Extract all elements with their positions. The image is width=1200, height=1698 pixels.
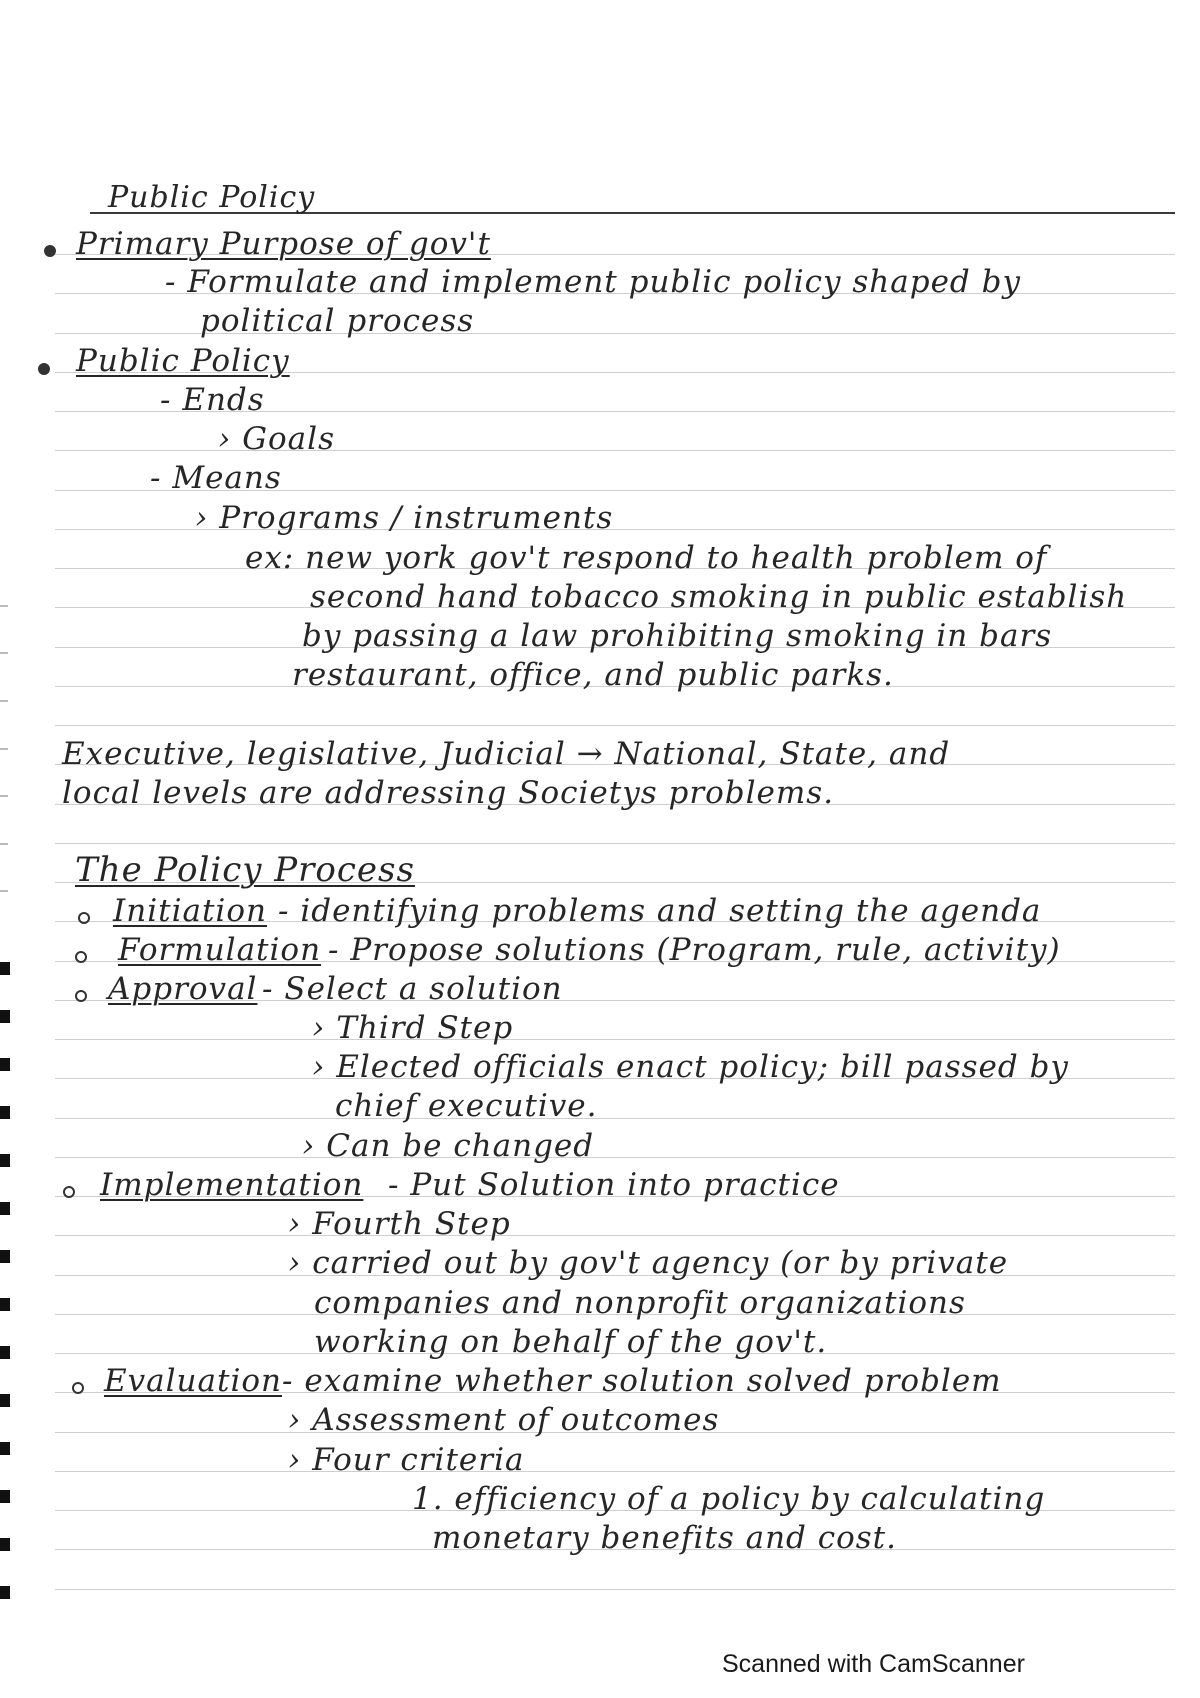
binding-mark bbox=[0, 1010, 10, 1023]
note-line: 1. efficiency of a policy by calculating bbox=[412, 1481, 1046, 1517]
bullet-icon bbox=[63, 1186, 75, 1198]
binding-mark bbox=[0, 1106, 10, 1119]
bullet-icon bbox=[75, 990, 87, 1002]
note-line: › Four criteria bbox=[288, 1442, 525, 1478]
note-line: › Elected officials enact policy; bill passed by bbox=[312, 1049, 1069, 1085]
note-line: - Select a solution bbox=[262, 971, 563, 1007]
step-evaluation: Evaluation bbox=[104, 1363, 282, 1399]
note-line: › Third Step bbox=[312, 1010, 514, 1046]
bullet-icon bbox=[75, 951, 87, 963]
note-line: - Put Solution into practice bbox=[388, 1167, 840, 1203]
ruled-line bbox=[55, 1471, 1175, 1472]
note-line: local levels are addressing Societys problems. bbox=[62, 775, 835, 811]
note-line: › Programs / instruments bbox=[195, 500, 614, 536]
note-line: › Goals bbox=[218, 421, 335, 457]
note-line: ex: new york gov't respond to health problem of bbox=[245, 540, 1048, 576]
binding-mark bbox=[0, 1490, 10, 1503]
note-line: - examine whether solution solved problem bbox=[282, 1363, 1002, 1399]
note-line: by passing a law prohibiting smoking in bars bbox=[302, 618, 1053, 654]
binding-mark bbox=[0, 1346, 10, 1359]
bullet-icon bbox=[72, 1382, 84, 1394]
bullet-icon bbox=[78, 912, 90, 924]
note-line: political process bbox=[200, 303, 475, 339]
heading-public-policy: Public Policy bbox=[76, 343, 290, 379]
note-line: - Ends bbox=[160, 382, 265, 418]
ruled-line bbox=[55, 1039, 1175, 1040]
step-initiation: Initiation bbox=[113, 893, 267, 929]
note-line: restaurant, office, and public parks. bbox=[292, 657, 894, 693]
note-line: › Fourth Step bbox=[288, 1206, 511, 1242]
bullet-icon bbox=[44, 245, 56, 257]
note-line: - Formulate and implement public policy shaped by bbox=[165, 264, 1021, 300]
note-line: - Propose solutions (Program, rule, activity) bbox=[328, 932, 1061, 968]
binding-mark bbox=[0, 1298, 10, 1311]
note-line: companies and nonprofit organizations bbox=[314, 1285, 966, 1321]
note-line: working on behalf of the gov't. bbox=[314, 1324, 828, 1360]
scanner-watermark: Scanned with CamScanner bbox=[722, 1650, 1025, 1678]
note-line: monetary benefits and cost. bbox=[432, 1520, 897, 1556]
binding-mark bbox=[0, 700, 8, 702]
ruled-line bbox=[55, 1157, 1175, 1158]
heading-policy-process: The Policy Process bbox=[75, 850, 415, 890]
page-title: Public Policy bbox=[108, 180, 316, 215]
binding-mark bbox=[0, 1250, 10, 1263]
binding-mark bbox=[0, 1154, 10, 1167]
binding-mark bbox=[0, 1394, 10, 1407]
ruled-line bbox=[55, 843, 1175, 844]
note-line: second hand tobacco smoking in public establish bbox=[310, 579, 1128, 615]
binding-mark bbox=[0, 605, 8, 607]
binding-mark bbox=[0, 1058, 10, 1071]
ruled-line bbox=[55, 1589, 1175, 1590]
note-line: chief executive. bbox=[335, 1088, 598, 1124]
note-line: › Assessment of outcomes bbox=[288, 1402, 720, 1438]
note-line: › carried out by gov't agency (or by private bbox=[288, 1245, 1009, 1281]
binding-mark bbox=[0, 1442, 10, 1455]
note-line: - Means bbox=[150, 460, 282, 496]
binding-mark bbox=[0, 795, 8, 797]
bullet-icon bbox=[38, 363, 50, 375]
binding-mark bbox=[0, 652, 8, 654]
binding-mark bbox=[0, 1538, 10, 1551]
ruled-line bbox=[55, 1235, 1175, 1236]
step-approval: Approval bbox=[108, 971, 258, 1007]
ruled-line bbox=[55, 1118, 1175, 1119]
step-implementation: Implementation bbox=[100, 1167, 364, 1203]
binding-mark bbox=[0, 890, 8, 892]
binding-mark bbox=[0, 1202, 10, 1215]
ruled-line bbox=[55, 725, 1175, 726]
note-line: - identifying problems and setting the agenda bbox=[278, 893, 1042, 929]
note-line: › Can be changed bbox=[302, 1128, 595, 1164]
binding-mark bbox=[0, 1586, 10, 1599]
step-formulation: Formulation bbox=[118, 932, 322, 968]
binding-mark bbox=[0, 748, 8, 750]
binding-mark bbox=[0, 843, 8, 845]
heading-primary-purpose: Primary Purpose of gov't bbox=[76, 226, 491, 262]
binding-mark bbox=[0, 962, 10, 975]
note-line: Executive, legislative, Judicial → National, State, and bbox=[62, 736, 951, 772]
